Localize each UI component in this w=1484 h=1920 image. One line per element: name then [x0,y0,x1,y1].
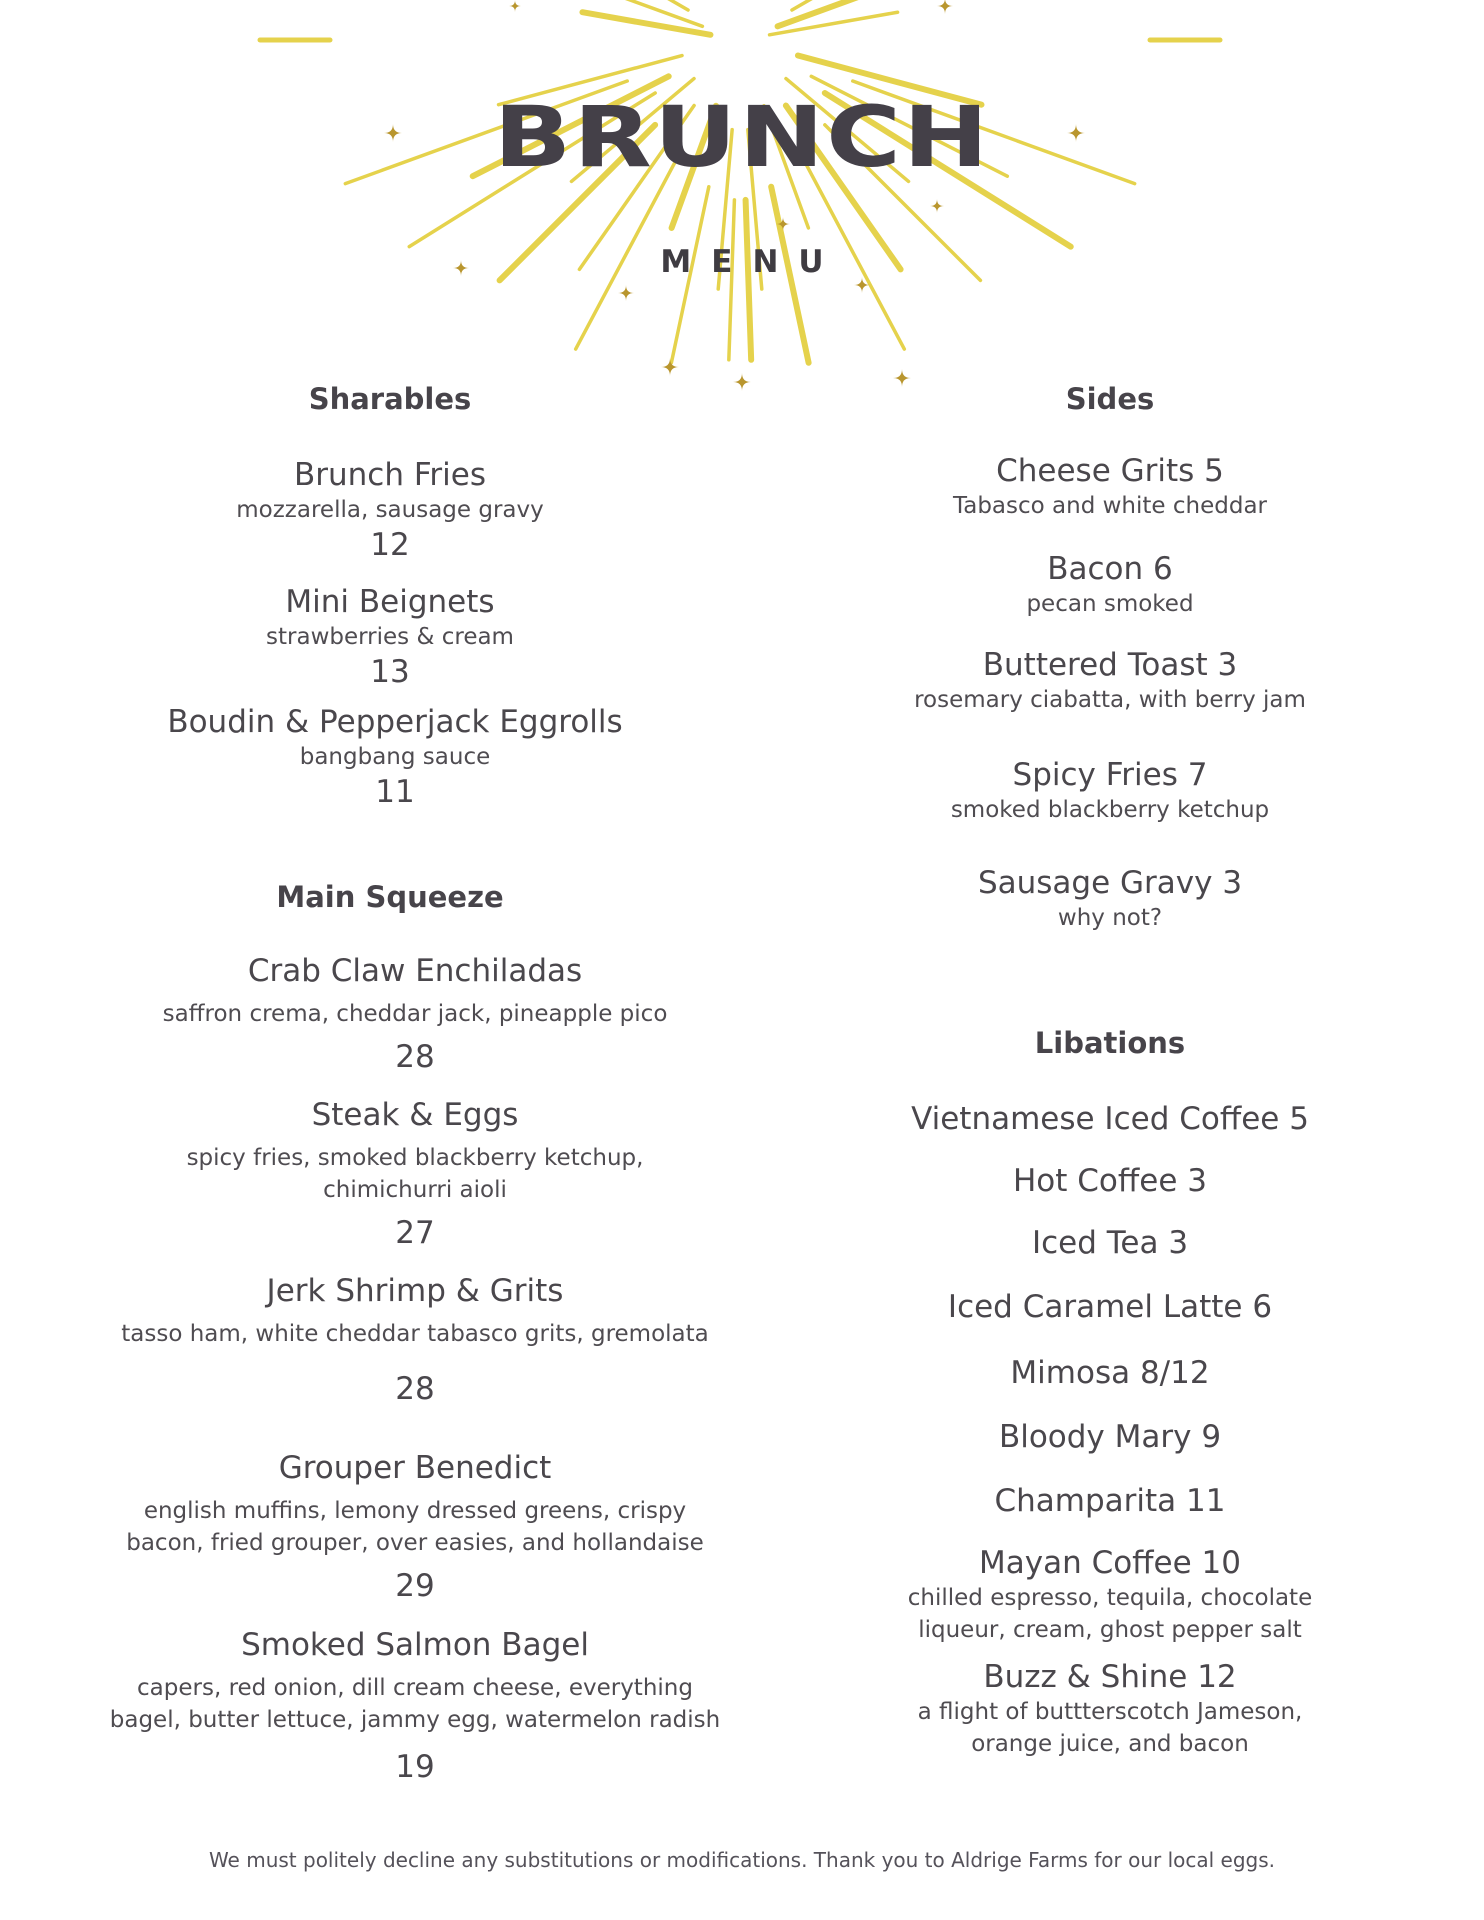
item-name: Mimosa 8/12 [1010,1355,1210,1391]
item-name: Mini Beignets [285,584,495,620]
item-name: Iced Caramel Latte 6 [947,1289,1273,1325]
item-price: 28 [395,1039,435,1075]
item-name: Spicy Fries 7 [1012,757,1208,793]
menu-item [850,1544,1370,1646]
item-description: bacon, fried grouper, over easies, and hollandaise [126,1530,704,1556]
item-description: saffron crema, cheddar jack, pineapple pico [162,1001,668,1027]
section-heading-libations: Libations [1034,1026,1186,1060]
item-description: chilled espresso, tequila, chocolate [907,1585,1313,1611]
item-name: Cheese Grits 5 [996,453,1224,489]
menu-item [850,864,1370,934]
menu-item [60,1096,770,1252]
item-price: 13 [370,654,410,690]
sunburst-ray [567,0,688,10]
item-description: tasso ham, white cheddar tabasco grits, gremolata [121,1321,709,1347]
item-description: chimichurri aioli [323,1177,507,1203]
item-name: Smoked Salmon Bagel [241,1627,589,1663]
item-name: Steak & Eggs [311,1097,519,1133]
sunburst-ray [778,0,872,26]
sparkle-icon [937,0,953,14]
item-name: Buzz & Shine 12 [983,1659,1237,1695]
menu-item [850,646,1370,716]
menu-item [60,1626,770,1786]
section-heading-main-squeeze: Main Squeeze [276,880,504,914]
item-name: Vietnamese Iced Coffee 5 [911,1101,1309,1137]
item-name: Boudin & Pepperjack Eggrolls [167,704,623,740]
item-description: why not? [1057,905,1163,931]
sparkle-icon [618,285,634,301]
menu-item [850,756,1370,826]
item-description: strawberries & cream [266,624,514,650]
item-description: smoked blackberry ketchup [950,797,1270,823]
menu-item [60,952,770,1076]
item-description: pecan smoked [1026,591,1194,617]
item-description: bangbang sauce [299,744,491,770]
sparkle-icon [930,199,944,213]
item-name: Iced Tea 3 [1031,1225,1189,1261]
menu-item [850,452,1370,522]
item-price: 27 [395,1215,435,1251]
menu-item [60,1272,770,1408]
item-name: Crab Claw Enchiladas [247,953,583,989]
item-description: english muffins, lemony dressed greens, crispy [143,1498,687,1524]
item-description: mozzarella, sausage gravy [236,497,544,523]
item-price: 29 [395,1568,435,1604]
section-heading-sides: Sides [1065,382,1155,416]
section-heading-sharables: Sharables [308,382,472,416]
item-name: Sausage Gravy 3 [977,865,1243,901]
item-description: rosemary ciabatta, with berry jam [914,687,1306,713]
menu-item [140,583,640,691]
item-price: 28 [395,1371,435,1407]
item-name: Jerk Shrimp & Grits [266,1273,564,1309]
item-name: Grouper Benedict [278,1450,552,1486]
menu-item [40,703,750,811]
sparkle-icon [661,358,679,376]
item-description: a flight of buttterscotch Jameson, [917,1699,1303,1725]
item-name: Buttered Toast 3 [982,647,1238,683]
menu-item [850,550,1370,620]
menu-item [850,1418,1370,1456]
item-price: 12 [370,527,410,563]
menu-item [850,1482,1370,1520]
footer-note: We must politely decline any substitutions or modifications. Thank you to Aldrige Farms for our local eggs. [208,1848,1276,1872]
item-name: Brunch Fries [293,457,486,493]
item-price: 19 [395,1749,435,1785]
item-name: Bloody Mary 9 [998,1419,1222,1455]
item-description: capers, red onion, dill cream cheese, everything [137,1675,693,1701]
item-price: 11 [375,774,415,810]
sparkle-icon [509,0,521,12]
menu-item [850,1224,1370,1262]
menu-item [60,1449,770,1605]
menu-title: BRUNCH [493,88,991,187]
menu-item [140,456,640,564]
item-description: liqueur, cream, ghost pepper salt [918,1617,1302,1643]
item-name: Bacon 6 [1047,551,1173,587]
item-description: Tabasco and white cheddar [952,493,1267,519]
menu-item [850,1288,1370,1326]
sparkle-icon [733,373,751,391]
menu-subtitle: MENU [660,244,844,280]
menu-item [850,1658,1370,1760]
menu-item [850,1162,1370,1200]
item-name: Champarita 11 [994,1483,1226,1519]
item-description: spicy fries, smoked blackberry ketchup, [186,1145,644,1171]
item-name: Mayan Coffee 10 [978,1545,1241,1581]
item-description: orange juice, and bacon [971,1731,1249,1757]
item-description: bagel, butter lettuce, jammy egg, watermelon radish [109,1707,721,1733]
item-name: Hot Coffee 3 [1013,1163,1207,1199]
menu-item [850,1100,1370,1138]
menu-item [850,1354,1370,1392]
